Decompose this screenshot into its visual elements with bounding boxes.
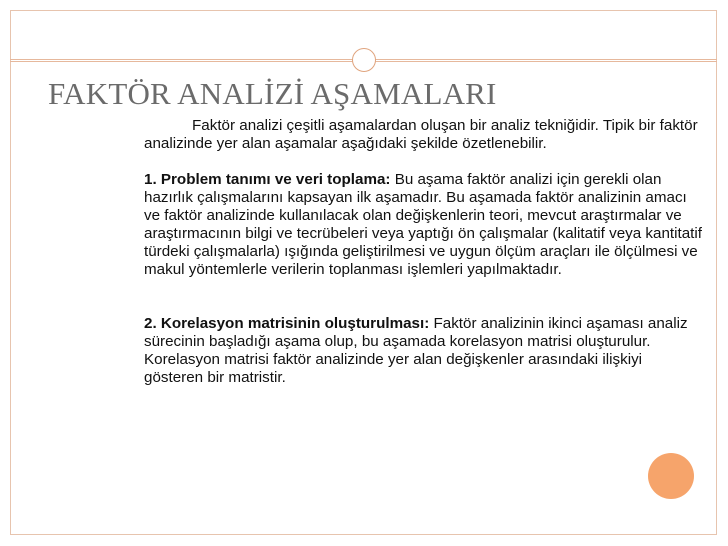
step-2-heading: 2. Korelasyon matrisinin oluşturulması: (144, 315, 430, 332)
step-1-paragraph (144, 171, 704, 279)
step-2-text: Faktör analizinin ikinci aşaması analiz sürecinin başladığı aşama olup, bu aşamada korelasyon matrisi oluşturulur. Korelasyon matrisi faktör analizinde yer alan değişkenler arasındaki ilişkiyi gösteren bir matristir. (144, 315, 688, 386)
intro-paragraph: Faktör analizi çeşitli aşamalardan oluşan bir analiz tekniğidir. Tipik bir faktör analizinde yer alan aşamalar aşağıdaki şekilde özetlenebilir. (144, 117, 698, 152)
step-1-heading: 1. Problem tanımı ve veri toplama: (144, 171, 391, 188)
slide-title: FAKTÖR ANALİZİ AŞAMALARI (48, 76, 497, 111)
divider-circle-ornament (352, 48, 376, 72)
step-1-text: Bu aşama faktör analizi için gerekli olan hazırlık çalışmalarını kapsayan ilk aşamadır. Bu aşamada faktör analizinin amacı ve faktör analizinde kullanılacak olan değişkenlerin teori, mevcut araştırmalar ve araştırmacının bilgi ve tecrübeleri veya yaptığı ön çalışmalar (kalitatif veya kantitatif türdeki çalışmalarla) ışığında geliştirilmesi ve uygun ölçüm araçları ile ölçülmesi ve makul yöntemlerle verilerin toplanması işlemleri yapılmaktadır. (144, 171, 702, 278)
slide-body (144, 117, 704, 387)
step-2-paragraph (144, 315, 704, 387)
corner-circle-ornament (648, 453, 694, 499)
